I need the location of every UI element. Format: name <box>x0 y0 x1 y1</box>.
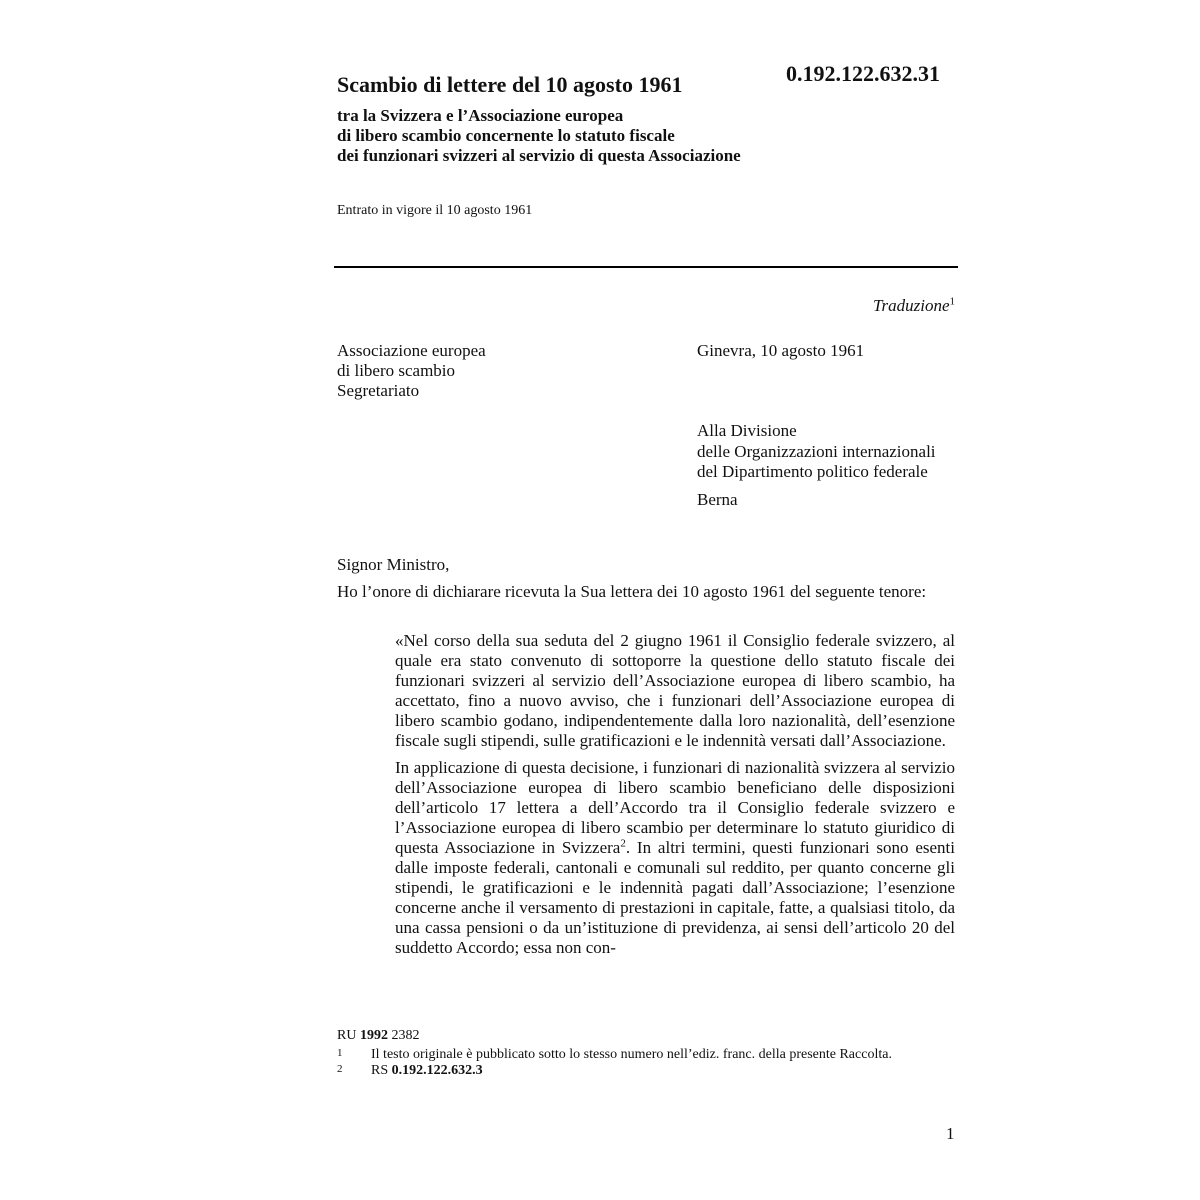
footnotes <box>337 1047 957 1079</box>
footnote-item <box>337 1063 957 1079</box>
page-number: 1 <box>946 1124 955 1143</box>
sender-line: Associazione europea <box>337 341 486 360</box>
footnote-text <box>371 1063 957 1079</box>
footnote-number: 1 <box>337 1047 343 1059</box>
recipient-city: Berna <box>697 490 738 509</box>
recipient-line: del Dipartimento politico federale <box>697 462 928 481</box>
recipient-line: Alla Divisione <box>697 421 797 440</box>
sender-line: di libero scambio <box>337 361 456 380</box>
quote-text: In applicazione di questa decisione, i funzionari di nazionalità svizzera al servizio dell’Associazione europea di libero scambio beneficiano delle disposizioni dell’articolo 17 lettera a dell’Accordo tra il Consiglio federale svizzero e l’Associazione europea di libero scambio per determinare lo statuto giuridico di questa Associazione in Svizzera <box>395 758 955 857</box>
footnote-ref[interactable]: 0.192.122.632.3 <box>391 1063 483 1078</box>
translation-note <box>873 296 955 316</box>
recipient-block <box>697 421 936 483</box>
subtitle-line: dei funzionari svizzeri al servizio di questa Associazione <box>337 146 741 165</box>
document-title: Scambio di lettere del 10 agosto 1961 <box>337 72 683 97</box>
footnote-prefix: RS <box>371 1063 389 1078</box>
salutation: Signor Ministro, <box>337 555 450 574</box>
quote-paragraph: «Nel corso della sua seduta del 2 giugno 1961 il Consiglio federale svizzero, al quale era stato convenuto di sottoporre la questione dello statuto fiscale dei funzionari svizzeri al servizio dell’Associazione europea di libero scambio, ha accettato, fino a nuovo avviso, che i funzionari dell’Associazione europea di libero scambio godano, indipendentemente dalla loro nazionalità, dell’esenzione fiscale sugli stipendi, sulle gratificazioni e le indennità versati dall’Associazione. <box>395 631 955 750</box>
footnote-text: Il testo originale è pubblicato sotto lo stesso numero nell’ediz. franc. della presente Raccolta. <box>371 1047 892 1062</box>
sender-block <box>337 341 486 401</box>
sr-number: 0.192.122.632.31 <box>786 61 940 86</box>
translation-label: Traduzione <box>872 296 950 315</box>
subtitle-line: tra la Svizzera e l’Associazione europea <box>337 106 624 125</box>
ru-prefix: RU <box>337 1028 357 1043</box>
quote-paragraph <box>395 758 955 958</box>
footnote-item <box>337 1047 957 1063</box>
entry-into-force: Entrato in vigore il 10 agosto 1961 <box>337 203 533 218</box>
sender-line: Segretariato <box>337 381 420 400</box>
quote-text: . In altri termini, questi funzionari sono esenti dalle imposte federali, cantonali e comunali sul reddito, per quanto concerne gli stipendi, le gratificazioni e le indennità pagati dall’Associazione; l’esenzione concerne anche il versamento di prestazioni in capitale, fatte, a qualsiasi titolo, da una cassa pensioni o da un’istituzione di previdenza, ai sensi dell’articolo 20 del suddetto Accordo; essa non con- <box>395 838 956 957</box>
ru-reference <box>337 1028 419 1044</box>
header-divider <box>334 266 958 268</box>
document-subtitle <box>337 106 741 166</box>
intro-paragraph: Ho l’onore di dichiarare ricevuta la Sua lettera dei 10 agosto 1961 del seguente tenore: <box>337 582 927 601</box>
ru-year: 1992 <box>359 1028 388 1043</box>
translation-footnote-marker[interactable]: 1 <box>949 295 955 308</box>
recipient-line: delle Organizzazioni internazionali <box>697 441 936 461</box>
footnote-number: 2 <box>337 1063 343 1075</box>
place-date: Ginevra, 10 agosto 1961 <box>697 341 865 360</box>
subtitle-line: di libero scambio concernente lo statuto fiscale <box>337 126 675 145</box>
quoted-letter <box>395 631 955 965</box>
ru-page: 2382 <box>391 1028 420 1043</box>
footnote-marker[interactable]: 2 <box>620 837 626 850</box>
